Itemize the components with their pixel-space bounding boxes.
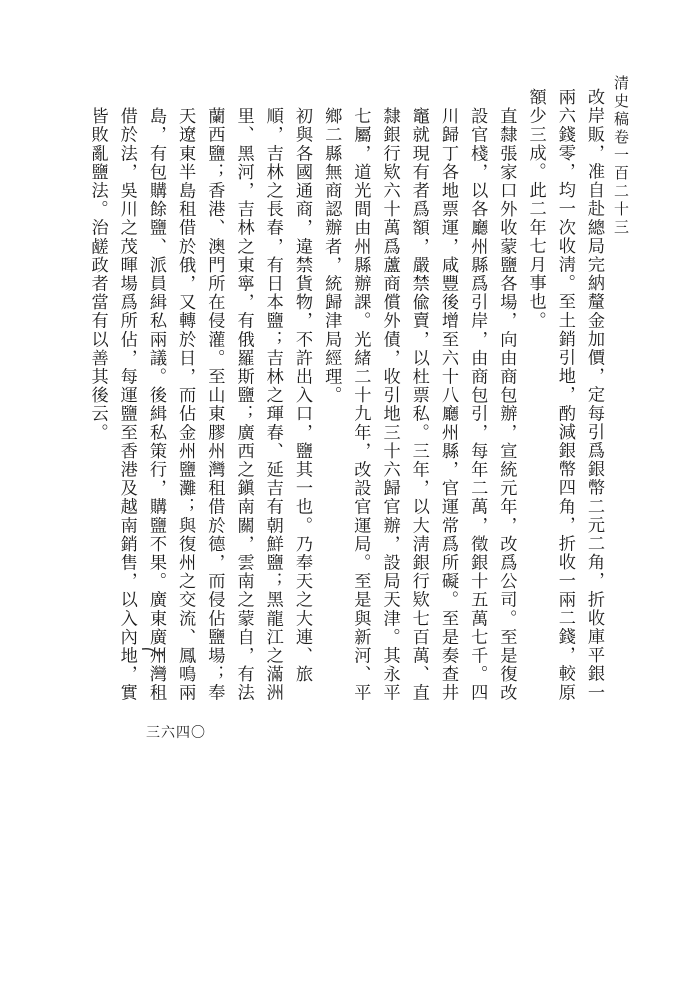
paragraph-foreign-salt: 初與各國通商，違禁貨物，不許出入口，鹽其一也。乃奉天之大連、旅順，吉林之長春，有日本鹽；吉林之琿春、延吉有朝鮮鹽；黑龍江之滿洲里、黑河，吉林之東寧，有俄羅斯鹽；廣西之鎭南關，雲南之蒙自，有法蘭西鹽；香港、澳門所在侵灌。至山東膠州灣租借於德，而侵佔鹽場；奉天遼東半島租借於俄，又轉於日，而佔金州鹽灘；與復州之交流、鳳鳴兩島，有包購餘鹽、派員緝私兩議。後緝私策行，購鹽不果。廣東廣州灣租借於法，吳川之茂暉場爲所佔，每運鹽至香港及越南銷售，以入內地，實皆敗亂鹽法。治鹾政者當有以善其後云。 xyxy=(87,106,312,703)
body-text xyxy=(87,88,608,703)
pen-stroke-mark xyxy=(140,645,166,655)
paragraph-zhili-sichuan: 直隸張家口外收蒙鹽各場，向由商包辦，宣統元年，改爲公司。至是復改設官棧，以各廳州縣爲引岸，由商包引，每年二萬，徵銀十五萬七千。四川歸丁各地票運，咸豐後增至六十八廳州縣，官運常爲所礙。至是奏查井竈就現有者爲額，嚴禁偸賣，以杜票私。三年，以大淸銀行欵七百萬、直隸銀行欵六十萬爲蘆商償外債，收引地三十六歸官辦，設局天津。其永平七屬，道光間由州縣辦課。光緒二十九年，改設官運局。至是與新河、平鄉二縣無商認辦者，統歸津局經理。 xyxy=(321,106,517,703)
page-number: 三六四〇 xyxy=(146,725,206,741)
running-header: 清史稿卷一百二十三 xyxy=(612,75,630,237)
paragraph-salt-price: 改岸販，准自赴總局完納釐金加價，定每引爲銀幣二元二角，折收庫平銀一兩六錢零，均一次收淸。至土銷引地，酌減銀幣四角，折收一兩二錢，較原額少三成。此二年七月事也。 xyxy=(525,88,604,702)
